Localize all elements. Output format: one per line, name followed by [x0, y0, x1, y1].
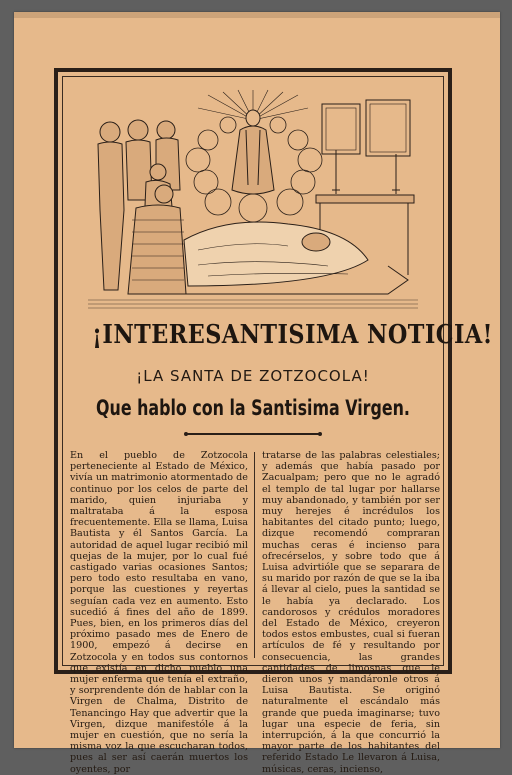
ornamental-rule: [186, 433, 320, 435]
sheet-top-shadow: [14, 12, 500, 18]
column-divider: [254, 452, 255, 658]
subtitle: Que hablo con la Santisima Virgen.: [96, 396, 410, 420]
body-column-left: En el pueblo de Zotzocola perteneciente al Estado de México, vivía un matrimonio atormentado de continuo por los celos de parte del marido, quien injuriaba y maltrataba á la esposa frecuentemente. Ella se llama, Luisa Bautista y él Santos García. La autoridad de aquel lugar recibió mil quejas de la mujer, por lo cual fué castigado varias ocasiones Santos; pero todo esto resultaba en vano, porque las cuestiones y reyertas seguían cada vez en aumento. Esto sucedió á fines del año de 1899. Pues, bien, en los primeros días del próximo pasado mes de Enero de 1900, empezó á decirse en Zotzocola y en todos sus contornos que existía en dicho pueblo una mujer enferma que tenía el extraño, y sorprendente dón de hablar con la Virgen de Chalma, Distrito de Tenancingo Hay que advertir que la Virgen, dizque manifestóle á la mujer en cuestión, que no sería la misma voz la que escucharan todos, pues al ser así caerán muertos los oyentes, por: [70, 450, 248, 775]
body-column-right: tratarse de las palabras celestiales; y además que había pasado por Zacualpam; pero que no le agradó el templo de tal lugar por hallarse muy abandonado, y también por ser muy herejes é incrédulos los habitantes del citado punto; luego, dizque recomendó compraran muchas ceras é incienso para ofrecérselos, y sobre todo que á Luisa advirtióle que se separara de su marido por razón de que se la iba á llevar al cielo, pues la santidad se le había ya declarado. Los candorosos y crédulos moradores del Estado de México, creyeron todos estos embustes, cual si fueran artículos de fé y resultando por consecuencia, las grandes cantidades de limosnas que le dieron unos y mandáronle otros á Luisa Bautista. Se originó naturalmente el escándalo más grande que pueda imaginarse; tuvo lugar una especie de feria, sin interrupción, á la que concurrió la mayor parte de los habitantes del referido Estado Le llevaron á Luisa, músicas, ceras, incienso,: [262, 450, 440, 775]
floor: [88, 300, 418, 308]
deathbed: [168, 222, 408, 294]
headline: ¡INTERESANTISIMA NOTICIA!: [92, 320, 493, 350]
mourners: [98, 120, 186, 294]
engraving-illustration: [88, 90, 418, 312]
subheadline: ¡LA SANTA DE ZOTZOCOLA!: [136, 367, 370, 385]
